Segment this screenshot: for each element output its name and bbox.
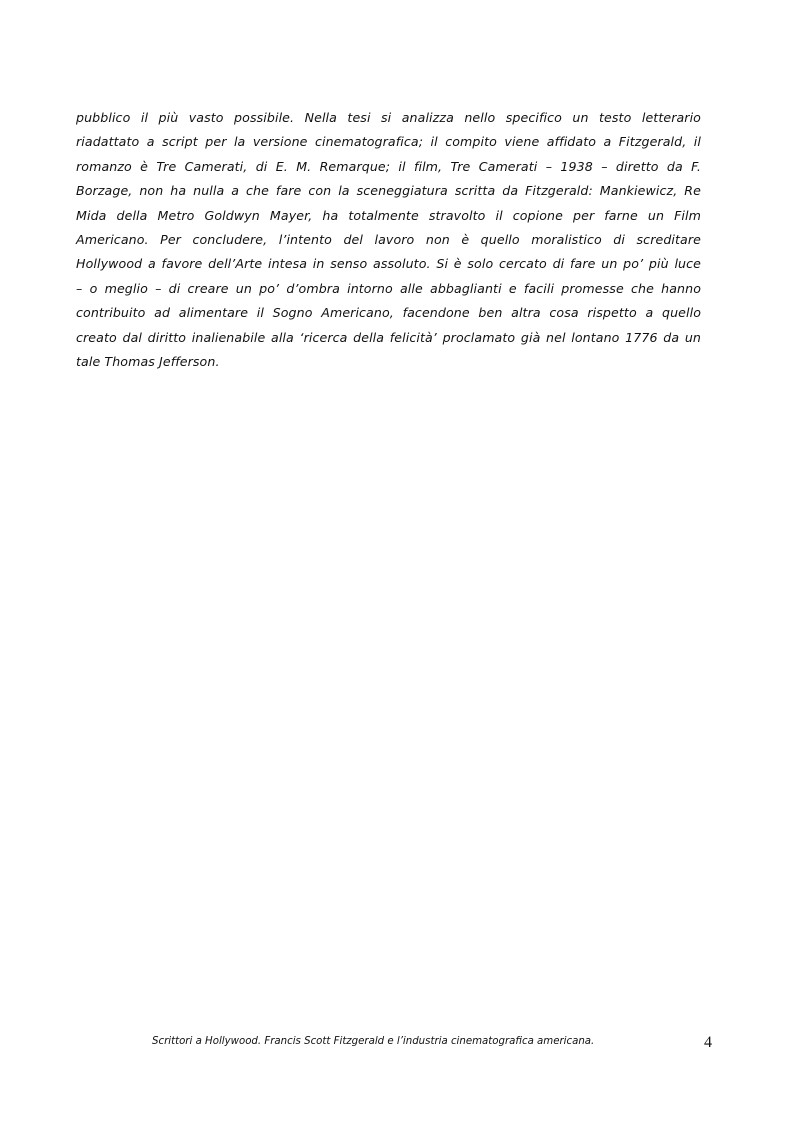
- paragraph-line: romanzo è Tre Camerati, di E. M. Remarque; il film, Tre Camerati – 1938 – diretto da F.: [76, 158, 701, 174]
- body-paragraph: [76, 106, 701, 374]
- paragraph-line: Mida della Metro Goldwyn Mayer, ha totalmente stravolto il copione per farne un Film: [76, 207, 701, 223]
- paragraph-line: tale Thomas Jefferson.: [76, 353, 220, 369]
- paragraph-line: Hollywood a favore dell’Arte intesa in senso assoluto. Si è solo cercato di fare un po’ più luce: [76, 256, 701, 272]
- paragraph-line: creato dal diritto inalienabile alla ‘ricerca della felicità’ proclamato già nel lontano 1776 da un: [76, 329, 701, 345]
- footer-title: Scrittori a Hollywood. Francis Scott Fitzgerald e l’industria cinematografica americana.: [152, 1036, 595, 1047]
- paragraph-line: contribuito ad alimentare il Sogno Americano, facendone ben altra cosa rispetto a quello: [76, 305, 701, 321]
- paragraph-line: – o meglio – di creare un po’ d’ombra intorno alle abbaglianti e facili promesse che hanno: [76, 280, 701, 296]
- paragraph-line: pubblico il più vasto possibile. Nella tesi si analizza nello specifico un testo letterario: [76, 110, 701, 125]
- paragraph-line: Borzage, non ha nulla a che fare con la sceneggiatura scritta da Fitzgerald: Mankiewicz, Re: [76, 183, 701, 199]
- paragraph-line: Americano. Per concludere, l’intento del lavoro non è quello moralistico di screditare: [76, 231, 701, 247]
- paragraph-line: riadattato a script per la versione cinematografica; il compito viene affidato a Fitzgerald, il: [76, 134, 701, 150]
- page-number: 4: [704, 1034, 712, 1051]
